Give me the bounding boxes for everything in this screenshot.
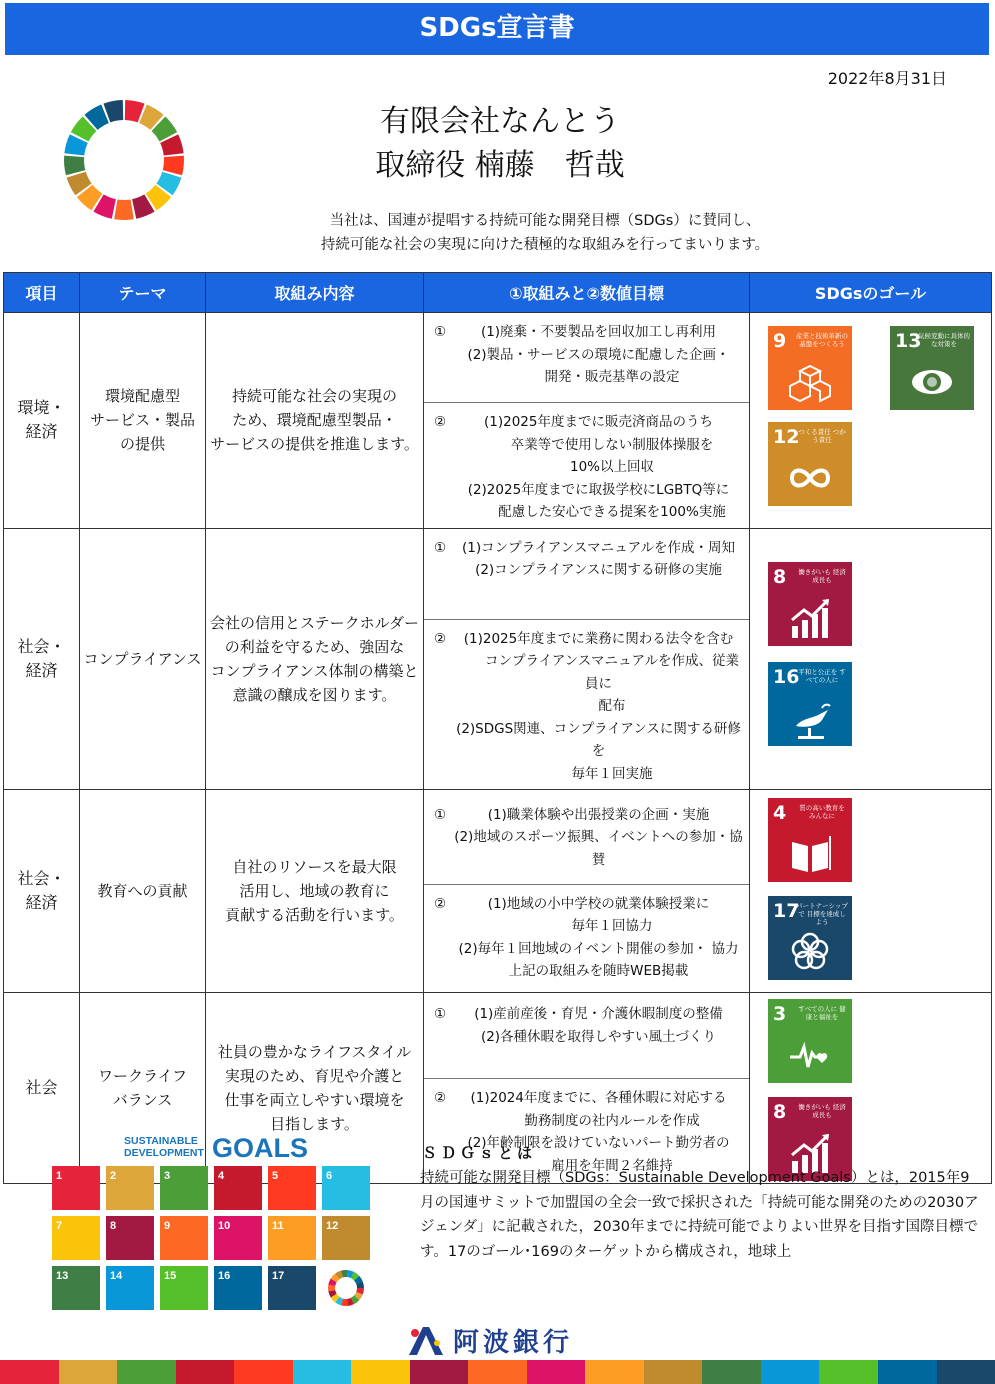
mini-goal-number: 14 <box>110 1270 123 1282</box>
row-targets <box>424 790 750 993</box>
row-targets <box>424 313 750 529</box>
row-goals <box>750 790 992 993</box>
goal-number: 9 <box>773 330 787 353</box>
sdg-goal-12-tile <box>768 422 852 506</box>
goal-label: 気候変動に具体的な対策を <box>918 332 970 349</box>
goal-number: 12 <box>773 426 800 449</box>
about-sdgs-text: 持続可能な開発目標（SDGs：Sustainable Development Goals）とは，2015年9月の国連サミットで加盟国の全会一致で採択された「持続可能な開発のための2030アジェンダ」に記載された，2030年までに持続可能でよりよい世界を目指す国際目標です。17のゴール･169のターゲットから構成され，地球上 <box>420 1170 979 1260</box>
target-number-mark: ② <box>433 630 447 647</box>
dove-icon <box>788 696 832 740</box>
goal-number: 17 <box>773 900 800 922</box>
table-header-row <box>4 273 992 313</box>
mini-goal-number: 9 <box>164 1220 171 1232</box>
bank-name: 阿波銀行 <box>453 1327 574 1358</box>
header-theme: テーマ <box>80 273 206 313</box>
intro-text <box>200 209 890 257</box>
table-row <box>4 790 992 993</box>
stripe-segment <box>468 1360 527 1384</box>
stripe-segment <box>878 1360 937 1384</box>
earth-eye-icon <box>910 360 954 404</box>
mini-goal-number: 1 <box>56 1170 63 1182</box>
target-number-mark: ② <box>433 414 447 430</box>
goal-number: 8 <box>773 1101 787 1123</box>
target-number-mark: ① <box>433 539 447 556</box>
row-content: 会社の信用とステークホルダー の利益を守るため、強固な コンプライアンス体制の構築と 意識の醸成を図ります。 <box>206 528 424 790</box>
stripe-segment <box>117 1360 176 1384</box>
representative-name: 取締役 楠藤 哲哉 <box>375 148 625 183</box>
goal-label: すべての人に 健康と福祉を <box>798 1005 846 1021</box>
stripe-segment <box>0 1360 59 1384</box>
row-theme: 環境配慮型 サービス・製品 の提供 <box>80 313 206 529</box>
row-goals <box>750 528 992 790</box>
stripe-segment <box>644 1360 703 1384</box>
target-block-2 <box>424 620 749 790</box>
declaration-date: 2022年8月31日 <box>827 69 947 88</box>
row-category: 社会・ 経済 <box>4 790 80 993</box>
target-number-mark: ① <box>433 806 447 823</box>
goal-number: 13 <box>895 330 922 353</box>
sdgs-color-stripe <box>0 1360 995 1384</box>
row-targets <box>424 528 750 790</box>
heartbeat-icon <box>788 1033 832 1077</box>
mini-goal-number: 12 <box>326 1220 339 1232</box>
target-text: (1)職業体験や出張授業の企画・実施 (2)地域のスポーツ振興、イベントへの参加・協賛 <box>454 806 743 868</box>
header-targets: ①取組みと②数値目標 <box>424 273 750 313</box>
bank-logo <box>405 1320 573 1360</box>
row-category: 社会・ 経済 <box>4 528 80 790</box>
goal-label: 働きがいも 経済成長も <box>798 567 846 584</box>
sdg-goal-4-tile <box>768 798 852 882</box>
header-category: 項目 <box>4 273 80 313</box>
infinity-icon <box>788 456 832 500</box>
goal-number: 4 <box>773 802 787 824</box>
growth-chart-icon <box>788 596 832 640</box>
bank-mark-icon <box>405 1323 447 1357</box>
company-block <box>300 100 700 188</box>
book-icon <box>788 832 832 876</box>
logo-word-goals: GOALS <box>212 1133 309 1163</box>
mini-goal-number: 15 <box>164 1270 177 1282</box>
goal-label: 質の高い教育を みんなに <box>799 804 845 820</box>
stripe-segment <box>351 1360 410 1384</box>
mini-goal-number: 3 <box>164 1170 171 1182</box>
target-number-mark: ② <box>433 1090 447 1106</box>
sdgs-initiatives-table <box>3 272 992 1184</box>
stripe-segment <box>293 1360 352 1384</box>
logo-word-development: DEVELOPMENT <box>124 1147 204 1159</box>
header-content: 取組み内容 <box>206 273 424 313</box>
target-text: (1)廃棄・不要製品を回収加工し再利用 (2)製品・サービスの環境に配慮した企画・ 開発・販売基準の設定 <box>467 324 730 385</box>
header-goals: SDGsのゴール <box>750 273 992 313</box>
stripe-segment <box>585 1360 644 1384</box>
target-block-2 <box>424 403 749 528</box>
target-block-2 <box>424 885 749 987</box>
target-block-1 <box>424 995 749 1079</box>
target-text: (1)地域の小中学校の就業体験授業に 毎年１回協力 (2)毎年１回地域のイベント開催の参加・ 協力 上記の取組みを随時WEB掲載 <box>458 895 739 979</box>
target-number-mark: ① <box>433 324 447 340</box>
target-block-1 <box>424 313 749 403</box>
target-block-1 <box>424 796 749 885</box>
mini-goal-number: 16 <box>218 1270 231 1282</box>
intro-line-2: 持続可能な社会の実現に向けた積極的な取組みを行ってまいります。 <box>320 237 770 253</box>
cubes-icon <box>788 360 832 404</box>
sdg-goal-13-tile <box>890 326 974 410</box>
sdgs-goals-overview-logo <box>44 1130 382 1330</box>
mini-goal-number: 17 <box>272 1270 285 1282</box>
sdg-goal-16-tile <box>768 662 852 746</box>
company-name: 有限会社なんとう <box>380 104 620 139</box>
goal-label: 平和と公正を すべての人に <box>798 667 846 684</box>
goal-label: 働きがいも 経済成長も <box>798 1103 846 1119</box>
intro-line-1: 当社は、国連が提唱する持続可能な開発目標（SDGs）に賛同し、 <box>329 213 761 229</box>
sdgs-wheel-logo <box>62 98 186 222</box>
goal-number: 3 <box>773 1003 787 1025</box>
target-text: (1)産前産後・育児・介護休暇制度の整備 (2)各種休暇を取得しやすい風土づくり <box>474 1006 723 1045</box>
target-text: (1)2025年度までに販売済商品のうち 卒業等で使用しない制服体操服を 10%以上回収 (2)2025年度までに取扱学校にLGBTQ等に 配慮した安心できる提案を100%実施 <box>467 414 730 520</box>
stripe-segment <box>819 1360 878 1384</box>
mini-goal-number: 11 <box>272 1220 284 1232</box>
row-content: 社員の豊かなライフスタイル 実現のため、育児や介護と 仕事を両立しやすい環境を 目指します。 <box>206 993 424 1184</box>
mini-goal-number: 8 <box>110 1220 117 1232</box>
target-number-mark: ① <box>433 1006 447 1022</box>
goal-number: 8 <box>773 565 787 588</box>
sdg-goal-9-tile <box>768 326 852 410</box>
table-row <box>4 313 992 529</box>
flower-icon <box>788 930 832 974</box>
wheel-segment <box>64 156 85 176</box>
mini-goal-number: 10 <box>218 1220 231 1232</box>
target-text: (1)2024年度までに、各種休暇に対応する 勤務制度の社内ルールを作成 (2)年齢制限を設けていないパート勤労者の 雇用を年間２名維持 <box>467 1090 730 1174</box>
page-title-banner: SDGs宣言書 <box>5 3 989 55</box>
wheel-segment <box>114 199 134 220</box>
goal-label: 産業と技術革新の基盤をつくろう <box>796 332 848 349</box>
goal-number: 16 <box>773 665 800 688</box>
target-text: (1)コンプライアンスマニュアルを作成・周知 (2)コンプライアンスに関する研修の実施 <box>461 539 736 578</box>
stripe-segment <box>234 1360 293 1384</box>
row-theme: 教育への貢献 <box>80 790 206 993</box>
mini-goal-number: 5 <box>272 1170 279 1182</box>
stripe-segment <box>527 1360 586 1384</box>
about-sdgs-heading: ＳＤＧｓとは <box>422 1144 537 1162</box>
row-content: 持続可能な社会の実現の ため、環境配慮型製品・ サービスの提供を推進します。 <box>206 313 424 529</box>
wheel-segment <box>163 156 184 176</box>
row-goals <box>750 993 992 1184</box>
stripe-segment <box>937 1360 995 1384</box>
goal-label: パートナーシップで 目標を達成しよう <box>796 902 848 926</box>
stripe-segment <box>761 1360 820 1384</box>
target-number-mark: ② <box>433 895 447 912</box>
row-content: 自社のリソースを最大限 活用し、地域の教育に 貢献する活動を行います。 <box>206 790 424 993</box>
sdg-goal-8-tile <box>768 562 852 646</box>
mini-goal-number: 7 <box>56 1220 63 1232</box>
mini-goal-number: 13 <box>56 1270 69 1282</box>
row-theme: ワークライフ バランス <box>80 993 206 1184</box>
mini-goal-number: 4 <box>218 1170 225 1182</box>
row-goals <box>750 313 992 529</box>
goal-label: つくる責任 つかう責任 <box>798 428 846 445</box>
mini-goal-number: 2 <box>110 1170 117 1182</box>
mini-goal-number: 6 <box>326 1170 333 1182</box>
row-category: 環境・ 経済 <box>4 313 80 529</box>
row-theme: コンプライアンス <box>80 528 206 790</box>
stripe-segment <box>59 1360 118 1384</box>
table-row <box>4 528 992 790</box>
stripe-segment <box>702 1360 761 1384</box>
target-text: (1)2025年度までに業務に関わる法令を含む コンプライアンスマニュアルを作成、従業員に 配布 (2)SDGS関連、コンプライアンスに関する研修を 毎年１回実施 <box>456 630 741 782</box>
sdg-goal-3-tile <box>768 999 852 1083</box>
stripe-segment <box>410 1360 469 1384</box>
row-category: 社会 <box>4 993 80 1184</box>
target-block-1 <box>424 529 749 620</box>
stripe-segment <box>176 1360 235 1384</box>
logo-word-sustainable: SUSTAINABLE <box>124 1135 198 1147</box>
sdg-goal-17-tile <box>768 896 852 980</box>
